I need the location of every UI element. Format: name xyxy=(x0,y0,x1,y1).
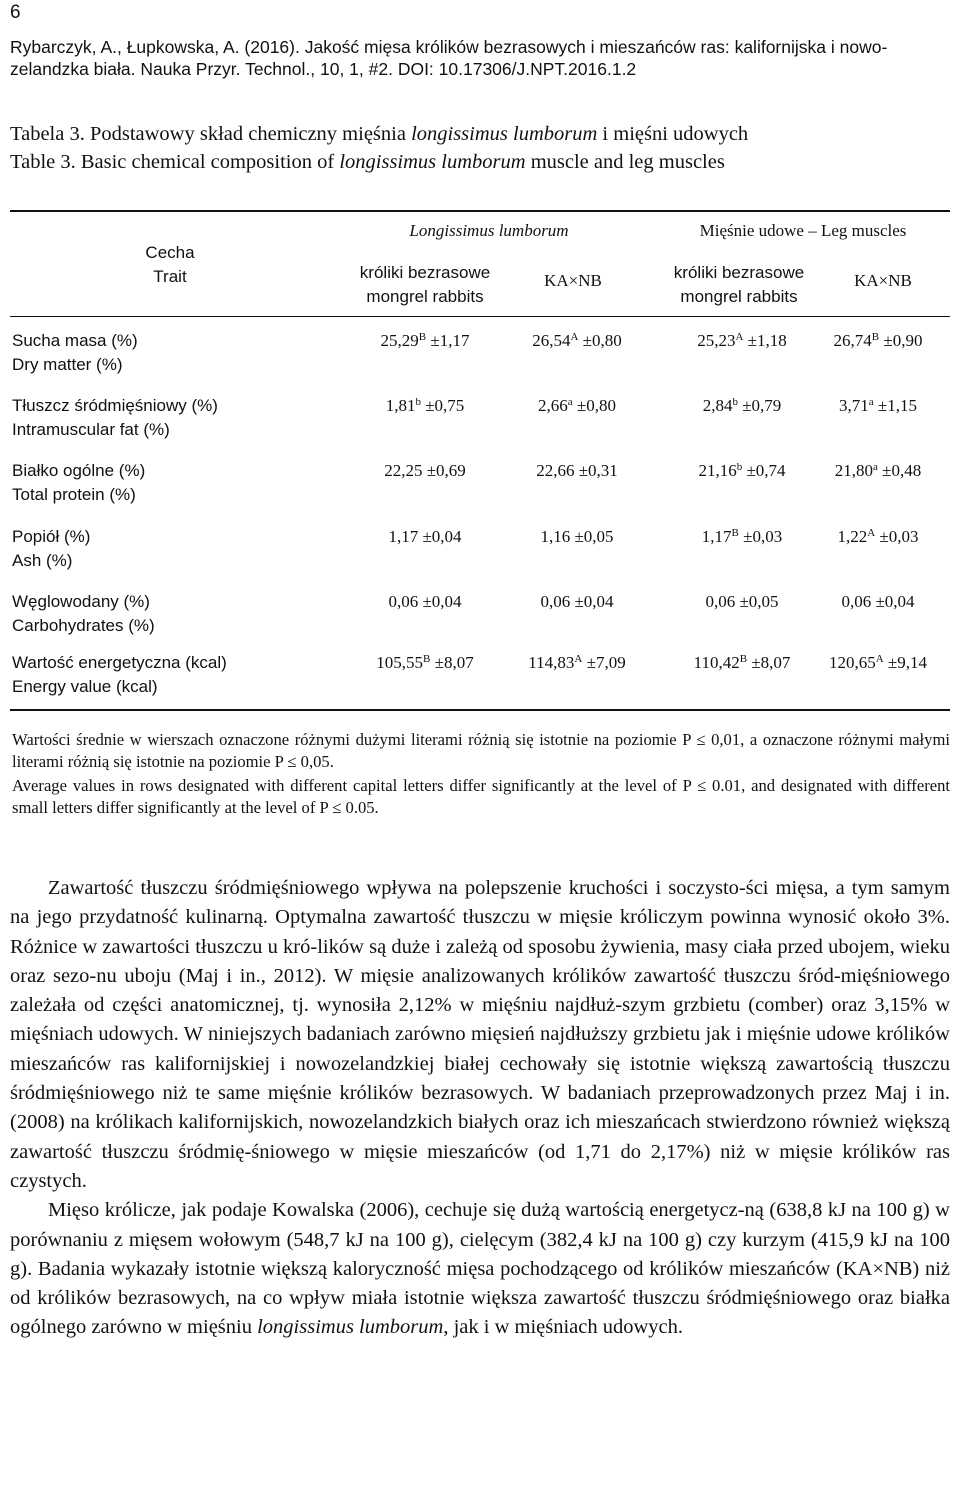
significance-letter: A xyxy=(570,331,579,343)
table-cell: 1,17 ±0,04 xyxy=(388,527,462,546)
row-label: Węglowodany (%) Carbohydrates (%) xyxy=(12,592,155,635)
row-label: Sucha masa (%) Dry matter (%) xyxy=(12,331,138,374)
row-label: Tłuszcz śródmięśniowy (%) Intramuscular fat (%) xyxy=(12,396,218,439)
table-note-en: Average values in rows designated with different capital letters differ significantly at the level of P ≤ 0.01, and designated with different small letters differ significantly at the level of P ≤ 0.05. xyxy=(12,776,950,818)
table-cell: 0,06 ±0,04 xyxy=(388,592,462,611)
significance-letter: b xyxy=(736,461,743,473)
significance-letter: B xyxy=(423,653,431,665)
group-header-longissimus: Longissimus lumborum xyxy=(409,221,569,240)
table-caption-pl: Tabela 3. Podstawowy skład chemiczny mięśnia longissimus lumborum i mięśni udowych xyxy=(10,123,749,145)
significance-letter: A xyxy=(574,653,583,665)
table-cell: $105,55^B \pm 8,07$ xyxy=(376,653,474,672)
significance-letter: A xyxy=(875,653,884,665)
table-cell: $25,29^B \pm 1,17$ xyxy=(380,331,470,350)
table-cell: 3,71$^a$ ±1,15 xyxy=(839,396,917,415)
col-header-mongrel-leg: króliki bezrasowe mongrel rabbits xyxy=(673,263,805,306)
table-cell: $26,54^A \pm 0,80$ xyxy=(532,331,622,350)
table-cell: $1,17^B \pm 0,03$ xyxy=(701,527,783,546)
body-paragraph-2: Mięso królicze, jak podaje Kowalska (2006), cechuje się dużą wartością energetycz-ną (638,8 kJ na 100 g) w porównaniu z mięsem wołowym (548,7 kJ na 100 g), cielęcym (382,4 kJ na 100 g) czy kurzym (415,9 kJ na 100 g). Badania wykazały istotnie większą kaloryczność mięsa pochodzącego od królików mieszańców (KA×NB) niż od królików bezrasowych, na co wpływ miała istotnie większa zawartość tłuszczu śródmięśniowego oraz białka ogólnego zarówno w mięśniu longissimus lumborum, jak i w mięśniach udowych. xyxy=(10,1199,950,1339)
table-cell: 2,84$^b$ ±0,79 xyxy=(702,396,782,415)
table-note-pl: Wartości średnie w wierszach oznaczone różnymi dużymi literami różnią się istotnie na poziomie P ≤ 0,01, a oznaczone różnymi małymi literami różnią się istotnie na poziomie P ≤ 0,05. xyxy=(12,730,950,772)
table-cell: 0,06 ±0,04 xyxy=(540,592,614,611)
body-paragraph-1: Zawartość tłuszczu śródmięśniowego wpływa na polepszenie kruchości i soczysto-ści mięsa, a tym samym na jego przydatność kulinarną. Optymalna zawartość tłuszczu w mięsie króliczym powinna wynosić około 3%. Różnice w zawartości tłuszczu u kró-lików są duże i zależą od sposobu żywienia, masy ciała przed ubojem, wieku oraz sezo-nu uboju (Maj i in., 2012). W mięsie analizowanych królików zawartość tłuszczu śród-mięśniowego zależała od części anatomicznej, tj. wynosiła 2,12% w mięśniu najdłuż-szym grzbietu (comber) oraz 3,15% w mięśniach udowych. W niniejszych badaniach zarówno mięsień najdłuższy grzbietu jak i mięśnie udowe królików mieszańców ras kalifornijskiej i nowozelandzkiej białej cechowały się istotnie większą zawartością tłuszczu śródmięśniowego niż te same mięśnie królików bezrasowych. W badaniach przeprowadzonych przez Maj i in. (2008) na królikach kalifornijskich, nowozelandzkich białych oraz ich mieszańcach stwierdzono również większą zawartość tłuszczu śródmię-śniowego w mięsie mieszańców (od 1,71 do 2,17%) niż w mięsie królików ras czystych. xyxy=(10,877,950,1192)
col-header-cross-ll: KA×NB xyxy=(544,271,602,290)
significance-letter: B xyxy=(739,653,748,665)
citation: Rybarczyk, A., Łupkowska, A. (2016). Jakość mięsa królików bezrasowych i mieszańców ras: kalifornijska i nowo-zelandzka biała. Nauka Przyr. Technol., 10, 1, #2. DOI: 10.17306/J.NPT.2016.1.2 xyxy=(10,37,888,79)
table-cell: 1,16 ±0,05 xyxy=(540,527,614,546)
table-header-rule xyxy=(10,316,950,317)
significance-letter: a xyxy=(567,396,573,408)
significance-letter: A xyxy=(735,331,744,343)
table-cell: 21,16$^b$ ±0,74 xyxy=(698,461,786,480)
table-cell: 21,80$^a$ ±0,48 xyxy=(834,461,922,480)
table-cell: $110,42^B \pm 8,07$ xyxy=(693,653,791,672)
row-label: Białko ogólne (%) Total protein (%) xyxy=(12,461,146,504)
significance-letter: a xyxy=(873,461,878,473)
row-label: Popiół (%) Ash (%) xyxy=(12,527,91,570)
table-cell: $25,23^A \pm 1,18$ xyxy=(697,331,787,350)
significance-letter: b xyxy=(732,396,738,408)
significance-letter: A xyxy=(867,527,876,539)
row-label: Wartość energetyczna (kcal) Energy value (kcal) xyxy=(12,653,227,696)
significance-letter: B xyxy=(418,331,427,343)
page-number: 6 xyxy=(10,2,21,23)
table-cell: $114,83^A \pm 7,09$ xyxy=(528,653,626,672)
table-cell: $26,74^B \pm 0,90$ xyxy=(833,331,923,350)
significance-letter: b xyxy=(415,396,421,408)
body-text xyxy=(10,874,950,1343)
significance-letter: a xyxy=(868,396,874,408)
table-cell: 22,66 ±0,31 xyxy=(536,461,618,480)
table-top-rule xyxy=(10,210,950,212)
group-header-leg-muscles: Mięśnie udowe – Leg muscles xyxy=(699,221,907,240)
significance-letter: B xyxy=(731,527,739,539)
table-cell: 0,06 ±0,05 xyxy=(705,592,779,611)
trait-header: Cecha Trait xyxy=(145,243,195,286)
col-header-cross-leg: KA×NB xyxy=(854,271,912,290)
table-cell: $1,22^A \pm 0,03$ xyxy=(837,527,919,546)
col-header-mongrel-ll: króliki bezrasowe mongrel rabbits xyxy=(359,263,491,306)
table-cell: 22,25 ±0,69 xyxy=(384,461,466,480)
table-caption-en: Table 3. Basic chemical composition of longissimus lumborum muscle and leg muscles xyxy=(10,151,725,173)
table-cell: 1,81$^b$ ±0,75 xyxy=(385,396,465,415)
table-cell: 2,66$^a$ ±0,80 xyxy=(538,396,616,415)
table-cell: $120,65^A \pm 9,14$ xyxy=(828,653,928,672)
table-bottom-rule xyxy=(10,709,950,711)
significance-letter: B xyxy=(871,331,880,343)
table-cell: 0,06 ±0,04 xyxy=(841,592,915,611)
